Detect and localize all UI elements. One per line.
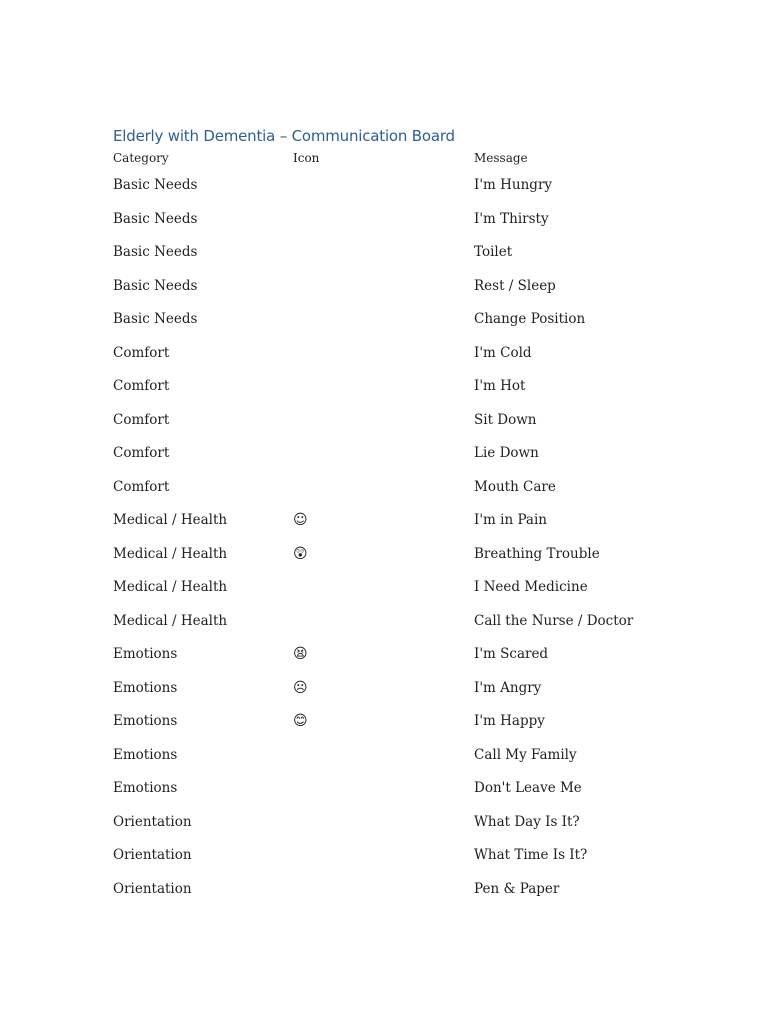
category-cell: Orientation: [113, 847, 192, 863]
category-cell: Comfort: [113, 378, 170, 394]
table-row: [113, 571, 713, 605]
category-cell: Basic Needs: [113, 277, 198, 294]
table-row: [113, 839, 713, 873]
table-row: [113, 337, 713, 371]
message-cell: Call My Family: [474, 746, 577, 763]
icon-cell: [293, 806, 474, 840]
icon-cell: [293, 303, 474, 337]
document-title: Elderly with Dementia – Communication Board: [113, 127, 455, 145]
message-cell: Don't Leave Me: [474, 780, 582, 796]
table-body: [113, 169, 713, 906]
category-cell: Orientation: [113, 880, 192, 897]
icon-cell: [293, 270, 474, 304]
icon-cell: [293, 437, 474, 471]
icon-cell: [293, 203, 474, 237]
frowning-face-icon: ☹: [293, 679, 308, 696]
table-row: [113, 672, 713, 706]
icon-cell: [293, 739, 474, 773]
category-cell: Basic Needs: [113, 177, 198, 193]
category-cell: Emotions: [113, 646, 178, 662]
table-row: [113, 404, 713, 438]
icon-cell: [293, 337, 474, 371]
icon-cell: [293, 873, 474, 907]
message-cell: I'm in Pain: [474, 512, 547, 528]
icon-cell: [293, 370, 474, 404]
header-message: Message: [474, 151, 528, 165]
category-cell: Emotions: [113, 780, 178, 796]
message-cell: I'm Hot: [474, 378, 526, 394]
category-cell: Medical / Health: [113, 612, 228, 629]
table-row: [113, 370, 713, 404]
category-cell: Emotions: [113, 746, 178, 763]
category-cell: Emotions: [113, 679, 178, 696]
icon-cell: [293, 169, 474, 203]
table-row: [113, 739, 713, 773]
happy-face-icon: 😊: [293, 713, 308, 729]
table-row: [113, 437, 713, 471]
table-row: [113, 303, 713, 337]
table-row: [113, 638, 713, 672]
category-cell: Orientation: [113, 813, 192, 830]
table-row: [113, 873, 713, 907]
table-row: [113, 806, 713, 840]
message-cell: I'm Cold: [474, 344, 532, 361]
table-row: [113, 270, 713, 304]
astonished-face-icon: 😲: [293, 545, 308, 562]
message-cell: I'm Happy: [474, 713, 545, 729]
category-cell: Basic Needs: [113, 210, 198, 227]
header-category: Category: [113, 151, 169, 165]
icon-cell: [293, 404, 474, 438]
smiling-face-icon: ☺: [293, 512, 308, 528]
table-row: [113, 705, 713, 739]
category-cell: Medical / Health: [113, 545, 228, 562]
table-row: [113, 772, 713, 806]
message-cell: I'm Thirsty: [474, 210, 549, 227]
category-cell: Emotions: [113, 713, 178, 729]
message-cell: What Time Is It?: [474, 847, 588, 863]
message-cell: Breathing Trouble: [474, 545, 600, 562]
category-cell: Comfort: [113, 478, 170, 495]
message-cell: I'm Angry: [474, 679, 542, 696]
category-cell: Medical / Health: [113, 512, 228, 528]
message-cell: Sit Down: [474, 411, 537, 428]
icon-cell: [293, 839, 474, 873]
table-row: [113, 538, 713, 572]
message-cell: I'm Scared: [474, 646, 549, 662]
message-cell: I'm Hungry: [474, 177, 553, 193]
category-cell: Comfort: [113, 344, 170, 361]
icon-cell: [293, 571, 474, 605]
tired-face-icon: 😫: [293, 646, 308, 662]
header-icon: Icon: [293, 151, 320, 165]
message-cell: Mouth Care: [474, 478, 556, 495]
category-cell: Basic Needs: [113, 244, 198, 260]
table-row: [113, 169, 713, 203]
message-cell: Rest / Sleep: [474, 277, 556, 294]
table-row: [113, 605, 713, 639]
message-cell: Pen & Paper: [474, 880, 560, 897]
document-body: [113, 125, 713, 906]
icon-cell: [293, 236, 474, 270]
message-cell: Call the Nurse / Doctor: [474, 612, 634, 629]
table-row: [113, 471, 713, 505]
category-cell: Comfort: [113, 445, 170, 461]
category-cell: Basic Needs: [113, 311, 198, 327]
message-cell: I Need Medicine: [474, 579, 588, 595]
message-cell: What Day Is It?: [474, 813, 580, 830]
icon-cell: [293, 471, 474, 505]
message-cell: Lie Down: [474, 445, 539, 461]
icon-cell: [293, 605, 474, 639]
message-cell: Change Position: [474, 311, 586, 327]
category-cell: Medical / Health: [113, 579, 228, 595]
table-row: [113, 504, 713, 538]
message-cell: Toilet: [474, 244, 513, 260]
category-cell: Comfort: [113, 411, 170, 428]
icon-cell: [293, 772, 474, 806]
table-header-row: [113, 147, 713, 169]
table-row: [113, 236, 713, 270]
communication-board-table: [113, 147, 713, 906]
table-row: [113, 203, 713, 237]
